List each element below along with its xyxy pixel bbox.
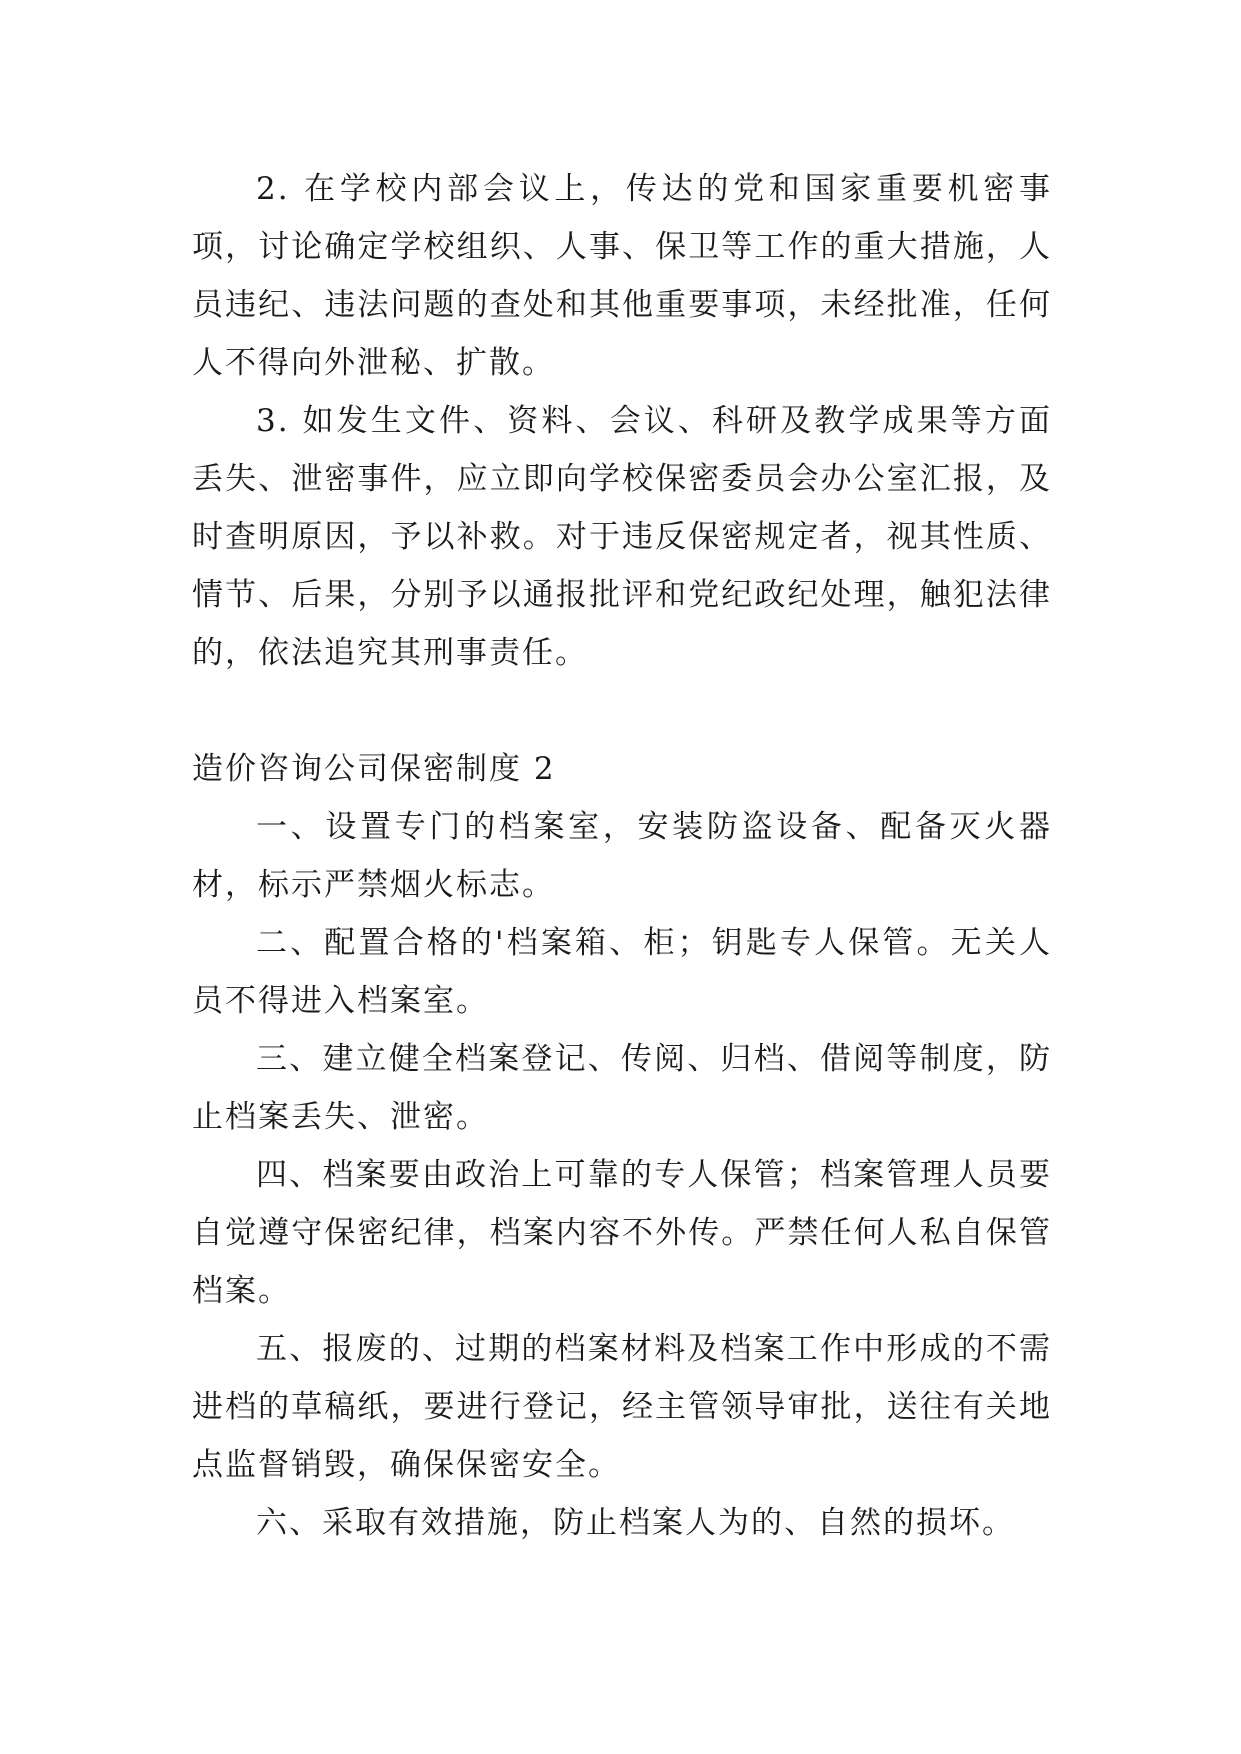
paragraph-rule-3: 三、建立健全档案登记、传阅、归档、借阅等制度，防止档案丢失、泄密。 — [192, 1041, 1052, 1135]
paragraph-item-3: 3. 如发生文件、资料、会议、科研及教学成果等方面丢失、泄密事件，应立即向学校保密委员会办公室汇报，及时查明原因，予以补救。对于违反保密规定者，视其性质、情节、后果，分别予以通报批评和党纪政纪处理，触犯法律的，依法追究其刑事责任。 — [192, 403, 1052, 671]
paragraph-rule-6: 六、采取有效措施，防止档案人为的、自然的损坏。 — [256, 1505, 1015, 1541]
paragraph-rule-2: 二、配置合格的'档案箱、柜；钥匙专人保管。无关人员不得进入档案室。 — [192, 925, 1052, 1019]
section-heading: 造价咨询公司保密制度 2 — [192, 751, 556, 787]
section-gap — [192, 682, 1052, 740]
paragraph-rule-4: 四、档案要由政治上可靠的专人保管；档案管理人员要自觉遵守保密纪律，档案内容不外传。严禁任何人私自保管档案。 — [192, 1157, 1052, 1309]
paragraph-item-2: 2. 在学校内部会议上，传达的党和国家重要机密事项，讨论确定学校组织、人事、保卫等工作的重大措施，人员违纪、违法问题的查处和其他重要事项，未经批准，任何人不得向外泄秘、扩散。 — [192, 171, 1052, 381]
paragraph-rule-5: 五、报废的、过期的档案材料及档案工作中形成的不需进档的草稿纸，要进行登记，经主管领导审批，送往有关地点监督销毁，确保保密安全。 — [192, 1331, 1052, 1483]
paragraph-rule-1: 一、设置专门的档案室，安装防盗设备、配备灭火器材，标示严禁烟火标志。 — [192, 809, 1052, 903]
document-body — [192, 160, 1052, 1552]
